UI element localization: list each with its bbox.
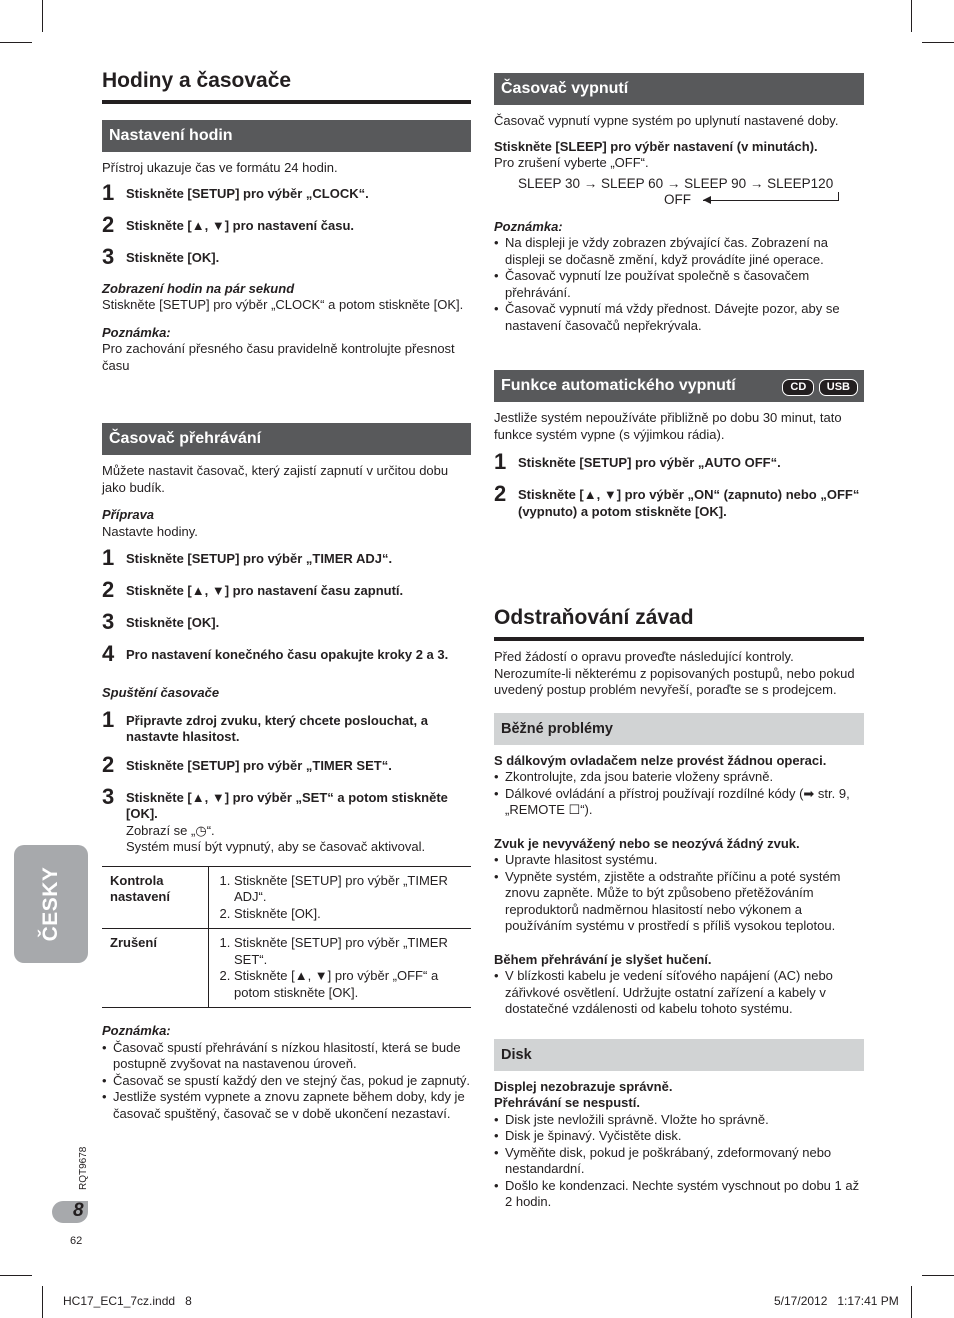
list-item: • Jestliže systém vypnete a znovu zapnete během doby, kdy je časovač spuštěný, časovač se v době ukončení nezastaví. [102, 1089, 471, 1122]
list-item: • Na displeji je vždy zobrazen zbývající čas. Zobrazení na displeji se dočasně změní, když provádíte jiné operace. [494, 235, 864, 268]
right-column [494, 73, 864, 1211]
start-label: Spuštění časovače [102, 685, 220, 700]
list-item: • Časovač se spustí každý den ve stejný čas, pokud je zapnutý. [102, 1073, 471, 1090]
note-label: Poznámka: [102, 324, 171, 340]
step: 3 Stiskněte [▲, ▼] pro výběr „SET“ a potom stiskněte [OK]. Zobrazí se „◷“. Systém musí být vypnutý, aby se časovač aktivoval. [102, 783, 448, 854]
sleep-intro: Časovač vypnutí vypne systém po uplynutí nastavené doby. [494, 113, 839, 128]
list-item: • Upravte hlasitost systému. [494, 852, 864, 869]
page-small: 62 [70, 1235, 83, 1247]
crop-mark [42, 1286, 43, 1318]
problem-title: Displej nezobrazuje správně. [494, 1078, 673, 1094]
sleep-sequence [494, 176, 864, 216]
section-heading-sleep: Časovač vypnutí [494, 73, 864, 105]
problem-title: Během přehrávání je slyšet hučení. [494, 951, 712, 967]
step: 2 Stiskněte [SETUP] pro výběr „TIMER SET“. [102, 751, 392, 777]
note-list [494, 235, 864, 334]
crop-mark [922, 1275, 954, 1276]
solution-list [494, 968, 864, 1018]
note-list [102, 1040, 471, 1123]
troubleshooting-title: Odstraňování závad [494, 605, 864, 641]
cd-badge: CD [782, 379, 814, 396]
crop-mark [0, 42, 32, 43]
table-row: Zrušení 1. Stiskněte [SETUP] pro výběr „TIMER SET“. 2. Stiskněte [▲, ▼] pro výběr „OFF“ a potom stiskněte [OK]. [102, 929, 471, 1008]
crop-mark [42, 0, 43, 32]
crop-mark [911, 1286, 912, 1318]
list-item: • Časovač vypnutí lze používat společně s časovačem přehrávání. [494, 268, 864, 301]
note-text: Pro zachování přesného času pravidelně kontrolujte přesnost času [102, 341, 455, 373]
list-item: • Časovač spustí přehrávání s nízkou hlasitostí, která se bude postupně zvyšovat na nastavenou úroveň. [102, 1040, 471, 1073]
auto-off-title: Funkce automatického vypnutí [501, 377, 736, 394]
solution-list [494, 852, 864, 935]
step: 1 Stiskněte [SETUP] pro výběr „AUTO OFF“. [494, 449, 781, 474]
step: 1 Stiskněte [SETUP] pro výběr „CLOCK“. [102, 179, 369, 205]
crop-mark [922, 42, 954, 43]
sleep-instr-bold: Stiskněte [SLEEP] pro výběr nastavení (v minutách). [494, 138, 818, 154]
list-item: • Vypněte systém, zjistěte a odstraňte příčinu a poté systém znovu zapněte. Může to být způsobeno přetěžováním reproduktorů nadměrnou hlasitostí nebo výkonem a používáním systému v prostředí s příliš vysokou teplotou. [494, 869, 864, 935]
left-column [102, 68, 471, 1122]
page-title: Hodiny a časovače [102, 68, 471, 104]
footer-date: 5/17/2012 1:17:41 PM [774, 1294, 899, 1308]
step: 1 Stiskněte [SETUP] pro výběr „TIMER ADJ“. [102, 545, 393, 570]
language-tab [14, 845, 88, 963]
sleep-instr-text: Pro zrušení vyberte „OFF“. [494, 155, 649, 170]
footer-file: HC17_EC1_7cz.indd 8 [63, 1294, 192, 1308]
problem-title: Přehrávání se nespustí. [494, 1095, 640, 1110]
step: 2 Stiskněte [▲, ▼] pro nastavení času zapnutí. [102, 577, 404, 602]
step: 4 Pro nastavení konečného času opakujte kroky 2 a 3. [102, 641, 449, 666]
note-label: Poznámka: [102, 1023, 171, 1038]
list-item: • Došlo ke kondenzaci. Nechte systém vyschnout po dobu 1 až 2 hodin. [494, 1178, 864, 1211]
control-table [102, 866, 471, 1009]
solution-list [494, 1112, 864, 1211]
list-item: • Zkontrolujte, zda jsou baterie vloženy správně. [494, 769, 864, 786]
table-row: Kontrola nastavení 1. Stiskněte [SETUP] pro výběr „TIMER ADJ“. 2. Stiskněte [OK]. [102, 866, 471, 929]
return-arrow [703, 200, 839, 201]
prep-text: Nastavte hodiny. [102, 523, 198, 539]
step: 2 Stiskněte [▲, ▼] pro výběr „ON“ (zapnuto) nebo „OFF“ (vypnuto) a potom stiskněte [OK]. [494, 481, 860, 519]
section-heading-clock: Nastavení hodin [102, 120, 471, 152]
section-heading-disc: Disk [494, 1039, 864, 1071]
problem-title: Zvuk je nevyvážený nebo se neozývá žádný zvuk. [494, 835, 800, 851]
list-item: • Vyměňte disk, pokud je poškrábaný, zdeformovaný nebo nestandardní. [494, 1145, 864, 1178]
step: 2 Stiskněte [▲, ▼] pro nastavení času. [102, 211, 355, 237]
troubleshooting-intro: Před žádostí o opravu proveďte následující kontroly. Nerozumíte-li některému z popisovaných postupů, nebo pokud uvedený postup problém nevyřeší, poraďte se s prodejcem. [494, 649, 855, 697]
note-label: Poznámka: [494, 218, 563, 234]
prep-label: Příprava [102, 507, 155, 522]
sleep-sequence-off: OFF [664, 191, 691, 207]
section-heading-common: Běžné problémy [494, 713, 864, 745]
step: 3 Stiskněte [OK]. [102, 243, 220, 269]
list-item: • Disk je špinavý. Vyčistěte disk. [494, 1128, 864, 1145]
return-arrow-riser [838, 192, 839, 201]
sub-text: Stiskněte [SETUP] pro výběr „CLOCK“ a potom stiskněte [OK]. [102, 297, 464, 312]
step: 1 Připravte zdroj zvuku, který chcete poslouchat, a nastavte hlasitost. [102, 706, 428, 744]
page-number: 8 [73, 1200, 84, 1221]
section-heading-auto-off [494, 370, 864, 402]
usb-badge: USB [819, 379, 858, 396]
crop-mark [911, 0, 912, 32]
clock-intro: Přístroj ukazuje čas ve formátu 24 hodin. [102, 160, 338, 175]
play-timer-intro: Můžete nastavit časovač, který zajistí zapnutí v určitou dobu jako budík. [102, 463, 449, 495]
crop-mark [0, 1275, 32, 1276]
section-heading-play-timer: Časovač přehrávání [102, 423, 471, 455]
list-item: • Dálkové ovládání a přístroj používají rozdílné kódy (➡ str. 9, „REMOTE ☐“). [494, 786, 864, 819]
list-item: • Disk jste nevložili správně. Vložte ho správně. [494, 1112, 864, 1129]
return-arrow-head [703, 196, 711, 204]
solution-list [494, 769, 864, 819]
rqt-code: RQT9678 [78, 1146, 89, 1190]
list-item: • V blízkosti kabelu je vedení síťového napájení (AC) nebo zářivkové osvětlení. Udržujte ostatní zařízení a kabely v dostatečné vzdálenosti od kabelu tohoto systému. [494, 968, 864, 1018]
problem-title: S dálkovým ovladačem nelze provést žádnou operaci. [494, 752, 827, 768]
sleep-sequence-top: SLEEP 30 → SLEEP 60 → SLEEP 90 → SLEEP120 [518, 175, 834, 191]
step: 3 Stiskněte [OK]. [102, 609, 220, 634]
sub-title: Zobrazení hodin na pár sekund [102, 280, 295, 296]
language-tab-label: ČESKY [38, 866, 62, 942]
auto-off-intro: Jestliže systém nepoužíváte přibližně po dobu 30 minut, tato funkce systém vypne (s výjimkou rádia). [494, 410, 842, 442]
list-item: • Časovač vypnutí má vždy přednost. Dávejte pozor, aby se nastavení časovačů nepřekrývala. [494, 301, 864, 334]
